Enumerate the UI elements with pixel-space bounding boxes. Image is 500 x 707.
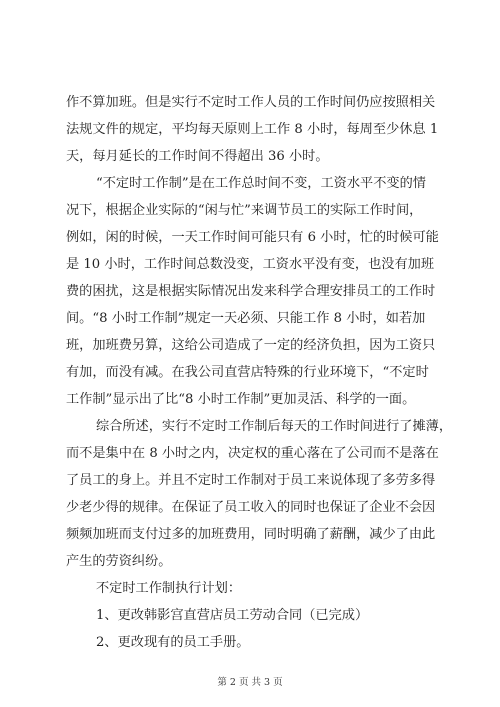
text-line: 是 10 小时，工作时间总数没变，工资水平没有变，也没有加班 xyxy=(66,257,435,272)
text-line: 况下，根据企业实际的“闲与忙”来调节员工的实际工作时间， xyxy=(66,203,423,218)
page-footer: 第 2 页 共 3 页 xyxy=(217,677,283,688)
text-line: 法规文件的规定，平均每天原则上工作 8 小时，每周至少休息 1 xyxy=(66,122,439,137)
text-line: 少老少得的规律。在保证了员工收入的同时也保证了企业不会因 xyxy=(66,500,436,515)
paragraph-first-line: 综合所述，实行不定时工作制后每天的工作时间进行了摊薄， xyxy=(96,419,453,434)
text-line: 天，每月延长的工作时间不得超出 36 小时。 xyxy=(66,149,329,164)
paragraph-first-line: “不定时工作制”是在工作总时间不变，工资水平不变的情 xyxy=(96,176,426,191)
text-line: 工作制”显示出了比“8 小时工作制”更加灵活、科学的一面。 xyxy=(66,392,416,407)
text-line: 而不是集中在 8 小时之内，决定权的重心落在了公司而不是落在 xyxy=(66,446,439,461)
text-line: 例如，闲的时候，一天工作时间可能只有 6 小时，忙的时候可能 xyxy=(66,230,439,245)
text-line: 频频加班而支付过多的加班费用，同时明确了薪酬，减少了由此 xyxy=(66,527,436,542)
text-line: 了员工的身上。并且不定时工作制对于员工来说体现了多劳多得 xyxy=(66,473,436,488)
text-line: 间。“8 小时工作制”规定一天必须、只能工作 8 小时，如若加 xyxy=(66,311,426,326)
text-line: 作不算加班。但是实行不定时工作人员的工作时间仍应按照相关 xyxy=(66,95,436,110)
plan-heading: 不定时工作制执行计划： xyxy=(96,581,242,596)
text-line: 有加，而没有减。在我公司直营店特殊的行业环境下，“不定时 xyxy=(66,365,429,380)
plan-item-1: 1、更改韩影宫直营店员工劳动合同（已完成） xyxy=(96,608,369,623)
text-line: 产生的劳资纠纷。 xyxy=(66,554,172,569)
plan-item-2: 2、更改现有的员工手册。 xyxy=(96,635,250,650)
text-line: 费的困扰，这是根据实际情况出发来科学合理安排员工的工作时 xyxy=(66,284,436,299)
text-line: 班，加班费另算，这给公司造成了一定的经济负担，因为工资只 xyxy=(66,338,436,353)
